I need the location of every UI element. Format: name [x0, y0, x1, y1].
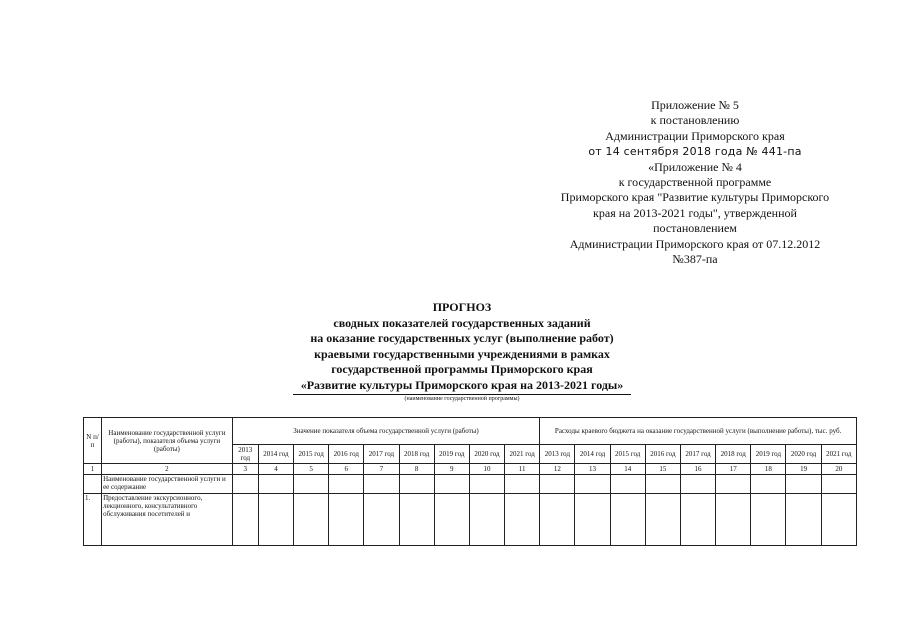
title-line: сводных показателей государственных заданий [333, 315, 591, 330]
table-cell [680, 494, 715, 546]
table-cell [399, 475, 434, 494]
column-number: 2 [102, 464, 233, 475]
table-cell [434, 475, 469, 494]
column-number: 15 [645, 464, 680, 475]
column-number: 14 [610, 464, 645, 475]
appendix-line: Администрации Приморского края от 07.12.2012 [569, 236, 821, 251]
program-name: «Развитие культуры Приморского края на 2013-2021 годы» [293, 378, 632, 395]
table-cell [258, 475, 293, 494]
table-cell [786, 475, 821, 494]
title-line: государственной программы Приморского края [331, 362, 593, 377]
column-number: 20 [821, 464, 856, 475]
table-row [84, 475, 857, 494]
column-number: 16 [680, 464, 715, 475]
title-line: краевыми государственными учреждениями в рамках [314, 346, 610, 361]
column-number: 19 [786, 464, 821, 475]
table-cell [645, 494, 680, 546]
column-number: 10 [469, 464, 504, 475]
appendix-line: Администрации Приморского края [605, 128, 785, 143]
column-number: 6 [329, 464, 364, 475]
column-number: 1 [84, 464, 102, 475]
table-cell [364, 494, 399, 546]
column-number: 9 [434, 464, 469, 475]
column-number: 8 [399, 464, 434, 475]
table-cell [505, 475, 540, 494]
table-cell [575, 475, 610, 494]
header-volume-group: Значение показателя объема государственной услуги (работы) [232, 418, 540, 445]
volume-year: 2013 год [232, 445, 258, 464]
column-number-row [84, 464, 857, 475]
table-cell [258, 494, 293, 546]
volume-year: 2015 год [294, 445, 329, 464]
expense-year: 2015 год [610, 445, 645, 464]
volume-year: 2019 год [434, 445, 469, 464]
table-cell [329, 494, 364, 546]
appendix-line: «Приложение № 4 [648, 159, 742, 174]
table-cell [469, 475, 504, 494]
column-number: 3 [232, 464, 258, 475]
volume-year: 2018 год [399, 445, 434, 464]
expense-year: 2016 год [645, 445, 680, 464]
table-header-row [84, 418, 857, 445]
column-number: 11 [505, 464, 540, 475]
table-cell [540, 475, 575, 494]
appendix-line: к государственной программе [618, 175, 772, 190]
title-line: ПРОГНОЗ [432, 300, 492, 314]
appendix-line: к постановлению [650, 113, 740, 128]
appendix-line: края на 2013-2021 годы", утвержденной [593, 205, 797, 220]
expense-year: 2013 год [540, 445, 575, 464]
column-number: 17 [716, 464, 751, 475]
volume-year: 2017 год [364, 445, 399, 464]
table-cell [610, 494, 645, 546]
table-cell [610, 475, 645, 494]
appendix-line: Приложение № 5 [651, 98, 739, 112]
table-cell [364, 475, 399, 494]
forecast-table [83, 417, 857, 546]
expense-year: 2014 год [575, 445, 610, 464]
appendix-line: №387-па [672, 252, 718, 267]
table-cell [751, 494, 786, 546]
expense-year: 2018 год [716, 445, 751, 464]
table-cell [294, 494, 329, 546]
table-cell [821, 494, 856, 546]
table-cell [294, 475, 329, 494]
row-service-name: Наименование государственной услуги и ее содержание [102, 475, 233, 494]
table-cell [786, 494, 821, 546]
table-cell [505, 494, 540, 546]
document-title [222, 300, 702, 403]
header-number: N п/п [84, 418, 102, 464]
row-number [84, 475, 102, 494]
expense-year: 2020 год [786, 445, 821, 464]
table-row [84, 494, 857, 546]
table-cell [232, 475, 258, 494]
table-cell [751, 475, 786, 494]
program-name-caption: (наименование государственной программы) [404, 395, 520, 402]
appendix-header [520, 98, 870, 267]
table-cell [716, 494, 751, 546]
table-cell [540, 494, 575, 546]
title-line: на оказание государственных услуг (выполнение работ) [310, 331, 614, 346]
column-number: 4 [258, 464, 293, 475]
row-number: 1. [84, 494, 102, 546]
column-number: 13 [575, 464, 610, 475]
column-number: 18 [751, 464, 786, 475]
table-cell [680, 475, 715, 494]
volume-year: 2020 год [469, 445, 504, 464]
table-cell [821, 475, 856, 494]
table-cell [645, 475, 680, 494]
row-service-name: Предоставление экскурсионного, лекционного, консультативного обслуживания посетителей и [102, 494, 233, 546]
expense-year: 2019 год [751, 445, 786, 464]
table-cell [575, 494, 610, 546]
volume-year: 2021 год [505, 445, 540, 464]
appendix-line: постановлением [653, 221, 737, 236]
header-expense-group: Расходы краевого бюджета на оказание государственной услуги (выполнение работы), тыс. руб. [540, 418, 857, 445]
table-cell [329, 475, 364, 494]
column-number: 12 [540, 464, 575, 475]
volume-year: 2014 год [258, 445, 293, 464]
table-cell [716, 475, 751, 494]
expense-year: 2017 год [680, 445, 715, 464]
column-number: 5 [294, 464, 329, 475]
appendix-line: Приморского края "Развитие культуры Приморского [560, 190, 830, 205]
header-service-name: Наименование государственной услуги (работы), показателя объема услуги (работы) [102, 418, 233, 464]
table-cell [399, 494, 434, 546]
expense-year: 2021 год [821, 445, 856, 464]
table-cell [434, 494, 469, 546]
table-cell [232, 494, 258, 546]
appendix-date-stamp: от 14 сентября 2018 года № 441-па [588, 145, 802, 159]
column-number: 7 [364, 464, 399, 475]
table-cell [469, 494, 504, 546]
volume-year: 2016 год [329, 445, 364, 464]
